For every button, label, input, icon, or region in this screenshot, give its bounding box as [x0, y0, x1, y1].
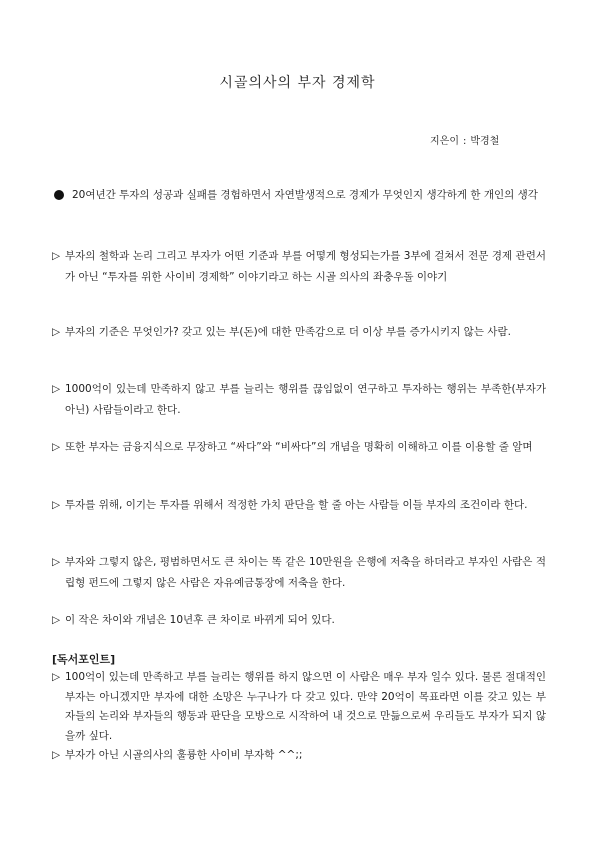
- summary-item: [52, 437, 546, 458]
- summary-text: 이 작은 차이와 개념은 10년후 큰 차이로 바뀌게 되어 있다.: [65, 614, 335, 626]
- summary-item: [52, 322, 546, 343]
- summary-item: [52, 246, 546, 287]
- summary-item: [52, 552, 546, 593]
- reading-point-item: [52, 668, 546, 746]
- summary-text: 1000억이 있는데 만족하지 않고 부를 늘리는 행위를 끊임없이 연구하고 투자하는 행위는 부족한(부자가 아닌) 사람들이라고 한다.: [65, 383, 546, 416]
- summary-text: 20여년간 투자의 성공과 실패를 경험하면서 자연발생적으로 경제가 무엇인지 생각하게 한 개인의 생각: [72, 189, 538, 201]
- summary-text: 부자의 기준은 무엇인가? 갖고 있는 부(돈)에 대한 만족감으로 더 이상 부를 증가시키지 않는 사람.: [65, 326, 511, 338]
- reading-point-text: 부자가 아닌 시골의사의 훌륭한 사이비 부자학 ^^;;: [65, 749, 303, 761]
- summary-item-intro: [52, 185, 546, 206]
- page-title: 시골의사의 부자 경제학: [219, 75, 376, 91]
- reading-point-heading: [독서포인트]: [52, 653, 116, 666]
- summary-text: 부자의 철학과 논리 그리고 부자가 어떤 기준과 부를 어떻게 형성되는가를 3부에 걸쳐서 전문 경제 관련서가 아닌 “투자를 위한 사이비 경제학” 이야기라고 하는 시골 의사의 좌충우돌 이야기: [65, 250, 546, 283]
- summary-item: [52, 379, 546, 420]
- triangle-marker-icon: ▷: [52, 499, 61, 511]
- summary-item: [52, 610, 546, 631]
- author-name: 박경철: [470, 136, 500, 147]
- triangle-marker-icon: ▷: [52, 441, 61, 453]
- triangle-marker-icon: ▷: [52, 250, 61, 262]
- reading-point-item: [52, 746, 546, 766]
- summary-text: 투자를 위해, 이기는 투자를 위해서 적정한 가치 판단을 할 줄 아는 사람들 이들 부자의 조건이라 한다.: [65, 499, 528, 511]
- summary-text: 또한 부자는 금융지식으로 무장하고 “싸다”와 “비싸다”의 개념을 명확히 이해하고 이를 이용할 줄 알며: [65, 441, 533, 453]
- summary-text: 부자와 그렇지 않은, 평범하면서도 큰 차이는 똑 같은 10만원을 은행에 저축을 하더라고 부자인 사람은 적립형 펀드에 그렇지 않은 사람은 자유예금통장에 저축을 한다.: [65, 556, 546, 589]
- author-label: 지은이: [430, 136, 459, 147]
- triangle-marker-icon: ▷: [52, 326, 61, 338]
- triangle-marker-icon: ▷: [52, 556, 61, 568]
- author-separator: :: [462, 136, 467, 147]
- triangle-marker-icon: ▷: [52, 383, 61, 395]
- reading-point-text: 100억이 있는데 만족하고 부를 늘리는 행위를 하지 않으면 이 사람은 매우 부자 일수 있다. 물론 절대적인 부자는 아니겠지만 부자에 대한 소망은 누구나가 다 갖고 있다. 만약 20억이 목표라면 이를 갖고 있는 부자들의 논리와 부자들의 행동과 판단을 모방으로 시작하여 내 것으로 만듦으로써 우리들도 부자가 되지 않을까 싶다.: [65, 671, 546, 742]
- author-line: [430, 132, 499, 147]
- bullet-icon: [54, 190, 64, 200]
- triangle-marker-icon: ▷: [52, 671, 61, 683]
- triangle-marker-icon: ▷: [52, 614, 61, 626]
- summary-item: [52, 495, 546, 516]
- triangle-marker-icon: ▷: [52, 749, 61, 761]
